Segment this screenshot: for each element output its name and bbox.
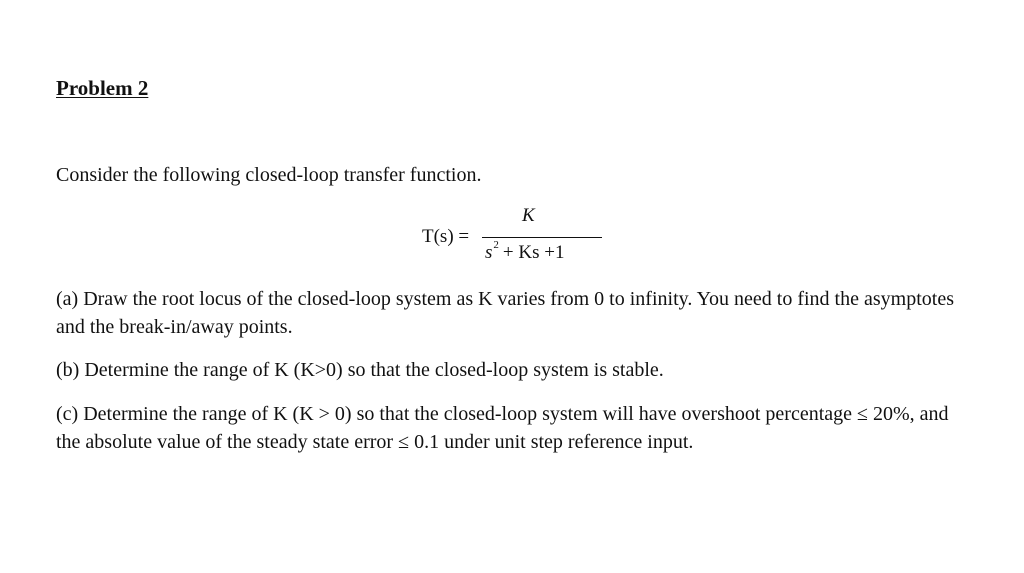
fraction-bar (482, 237, 602, 238)
problem-title: Problem 2 (56, 76, 149, 100)
part-a-text: (a) Draw the root locus of the closed-loop system as K varies from 0 to infinity. You need to find the asymptotes and the break-in/away points. (56, 288, 954, 338)
problem-intro: Consider the following closed-loop transfer function. (56, 164, 482, 186)
equation-denominator (485, 239, 565, 264)
part-b-text: (b) Determine the range of K (K>0) so that the closed-loop system is stable. (56, 359, 664, 381)
denominator-exponent: 2 (493, 239, 499, 251)
equation-lhs: T(s) = (422, 226, 470, 247)
denominator-rest: + Ks +1 (502, 242, 565, 263)
denominator-base: s (485, 242, 493, 263)
part-c-text: (c) Determine the range of K (K > 0) so that the closed-loop system will have overshoot percentage ≤ 20%, and the absolute value of the steady state error ≤ 0.1 under unit step reference input. (56, 403, 949, 453)
equation-numerator: K (522, 205, 535, 226)
transfer-function-equation (422, 205, 622, 271)
